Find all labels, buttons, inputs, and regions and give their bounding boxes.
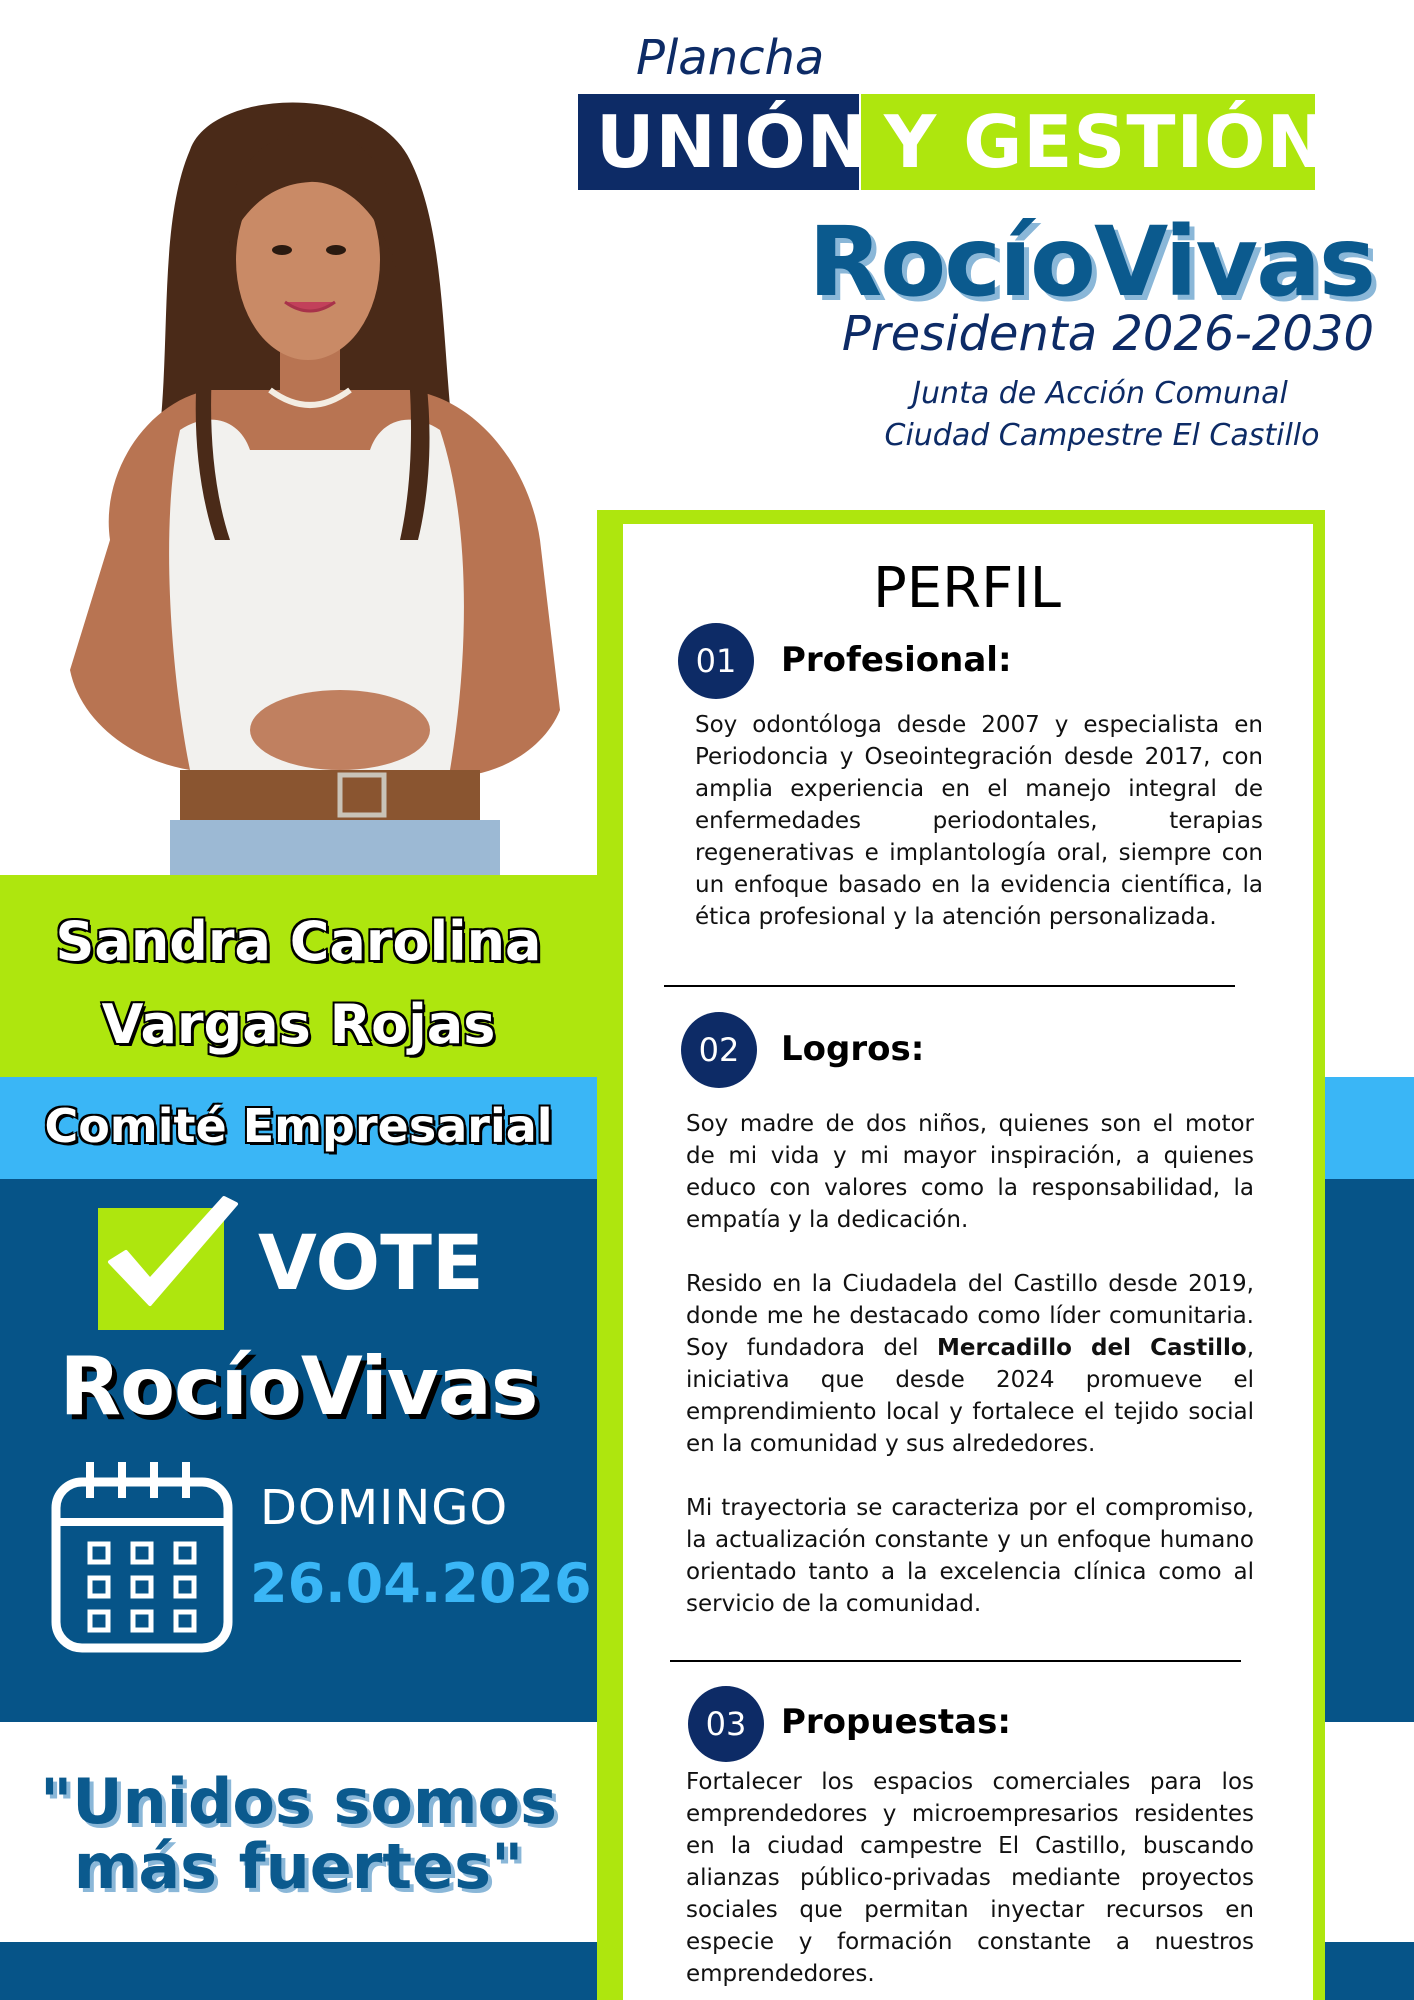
- vote-candidate-name: RocíoVivas: [59, 1340, 538, 1433]
- right-bar-bottom: [1325, 1942, 1414, 2000]
- candidate-photo: [40, 70, 580, 875]
- market-name: Mercadillo del Castillo: [936, 1335, 1247, 1361]
- section-divider: [664, 985, 1235, 987]
- section-title-proposals: Propuestas:: [781, 1702, 1011, 1742]
- achievements-paragraph-community: [686, 1268, 1254, 1460]
- candidate-name-line2: Vargas Rojas: [101, 993, 496, 1056]
- slate-word2: Y GESTIÓN: [884, 100, 1328, 184]
- section-number-badge: 02: [681, 1012, 757, 1088]
- achievements-paragraph-career: Mi trayectoria se caracteriza por el compromiso, la actualización constante y un enfoque humano orientado tanto a la excelencia clínica como al servicio de la comunidad.: [686, 1495, 1254, 1617]
- checkmark-icon: [96, 1192, 246, 1324]
- profile-title: PERFIL: [873, 556, 1061, 621]
- paragraph-text: , iniciativa que desde 2024 promueve el emprendimiento local y fortalece el tejido social en la comunidad y sus alrededores.: [686, 1335, 1254, 1457]
- bottom-bar-left: [0, 1942, 597, 2000]
- organization-line1: Junta de Acción Comunal: [912, 376, 1288, 411]
- role-title: Presidenta 2026-2030: [841, 306, 1374, 362]
- section-title-professional: Profesional:: [781, 640, 1012, 680]
- organization-line2: Ciudad Campestre El Castillo: [884, 418, 1320, 453]
- achievements-paragraph-family: Soy madre de dos niños, quienes son el motor de mi vida y mi mayor inspiración, a quienes educo con valores como la responsabilidad, la empatía y la dedicación.: [686, 1111, 1254, 1233]
- slate-word1: UNIÓN: [596, 100, 868, 184]
- section-number-badge: 01: [678, 623, 754, 699]
- election-day: DOMINGO: [260, 1480, 509, 1536]
- section-divider: [670, 1660, 1241, 1662]
- calendar-icon: [50, 1458, 234, 1654]
- right-bar-light: [1325, 1077, 1414, 1179]
- section-title-achievements: Logros:: [781, 1029, 925, 1069]
- plancha-label: Plancha: [636, 30, 825, 86]
- election-date: 26.04.2026: [250, 1552, 592, 1615]
- proposals-paragraph: Fortalecer los espacios comerciales para los emprendedores y microempresarios residentes en la ciudad campestre El Castillo, buscando alianzas público-privadas mediante proyectos sociales que permitan inyectar recursos en especie y formación constante a nuestros emprendedores.: [686, 1769, 1254, 1987]
- candidate-header-name: RocíoVivas: [808, 206, 1374, 318]
- motto-line2: más fuertes": [73, 1830, 524, 1903]
- professional-paragraph: Soy odontóloga desde 2007 y especialista en Periodoncia y Oseointegración desde 2017, con amplia experiencia en el manejo integral de enfermedades periodontales, terapias regenerativas e implantología oral, siempre con un enfoque basado en la evidencia científica, la ética profesional y la atención personalizada.: [695, 712, 1263, 930]
- vote-label: VOTE: [258, 1218, 484, 1307]
- section-number-badge: 03: [688, 1686, 764, 1762]
- right-bar-dark: [1325, 1179, 1414, 1722]
- paragraph-text: Resido en la Ciudadela del Castillo desde 2019, donde me he destacado como líder comunitaria. Soy fundadora del: [686, 1271, 1254, 1361]
- committee-label: Comité Empresarial: [44, 1099, 553, 1153]
- candidate-name-line1: Sandra Carolina: [55, 910, 542, 973]
- motto-line1: "Unidos somos: [39, 1765, 558, 1838]
